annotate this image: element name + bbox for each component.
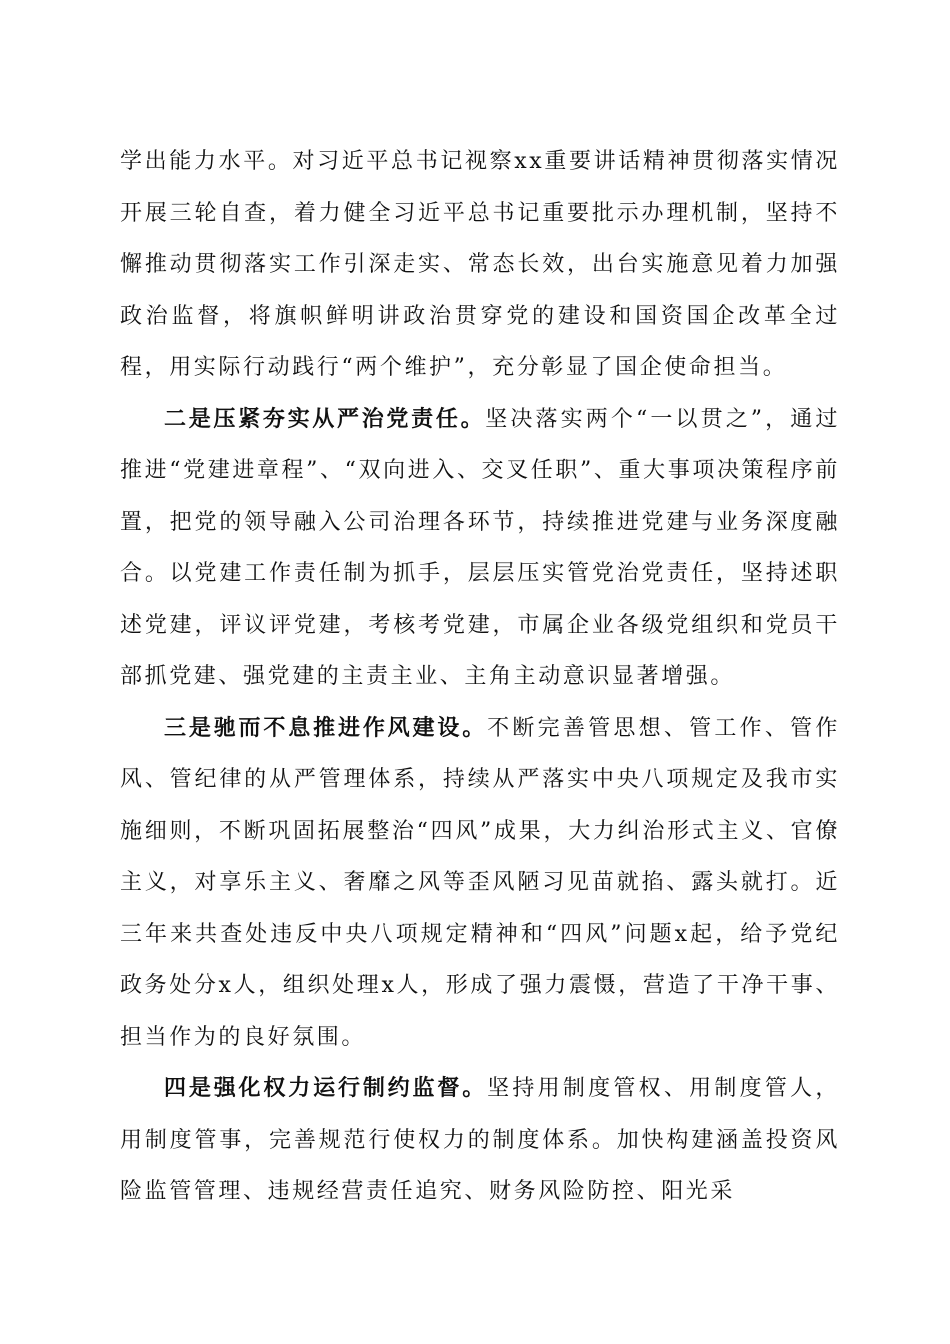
paragraph-text: 坚决落实两个“一以贯之”，通过推进“党建进章程”、“双向进入、交叉任职”、重大事项决策程序前置，把党的领导融入公司治理各环节，持续推进党建与业务深度融合。以党建工作责任制为抓手，层层压实管党治党责任，坚持述职述党建，评议评党建，考核考党建，市属企业各级党组织和党员干部抓党建、强党建的主责主业、主角主动意识显著增强。 xyxy=(120,406,840,689)
paragraph-work-style xyxy=(120,703,840,1064)
paragraph-heading: 二是压紧夯实从严治党责任。 xyxy=(164,405,486,432)
paragraph-text: 学出能力水平。对习近平总书记视察xx重要讲话精神贯彻落实情况开展三轮自查，着力健全习近平总书记重要批示办理机制，坚持不懈推动贯彻落实工作引深走实、常态长效，出台实施意见着力加强政治监督，将旗帜鲜明讲政治贯穿党的建设和国资国企改革全过程，用实际行动践行“两个维护”，充分彰显了国企使命担当。 xyxy=(120,149,840,380)
paragraph-heading: 三是驰而不息推进作风建设。 xyxy=(164,714,488,741)
paragraph-power-supervision xyxy=(120,1063,840,1218)
paragraph-text: 不断完善管思想、管工作、管作风、管纪律的从严管理体系，持续从严落实中央八项规定及我市实施细则，不断巩固拓展整治“四风”成果，大力纠治形式主义、官僚主义，对享乐主义、奢靡之风等歪风陋习见苗就掐、露头就打。近三年来共查处违反中央八项规定精神和“四风”问题x起，给予党纪政务处分x人，组织处理x人，形成了强力震慑，营造了干净干事、担当作为的良好氛围。 xyxy=(120,715,840,1050)
document-body xyxy=(120,136,840,1218)
paragraph-text: 坚持用制度管权、用制度管人，用制度管事，完善规范行使权力的制度体系。加快构建涵盖投资风险监管管理、违规经营责任追究、财务风险防控、阳光采 xyxy=(120,1076,840,1204)
paragraph-heading: 四是强化权力运行制约监督。 xyxy=(164,1075,488,1101)
paragraph-party-responsibility xyxy=(120,394,840,703)
paragraph-continued xyxy=(120,136,840,394)
